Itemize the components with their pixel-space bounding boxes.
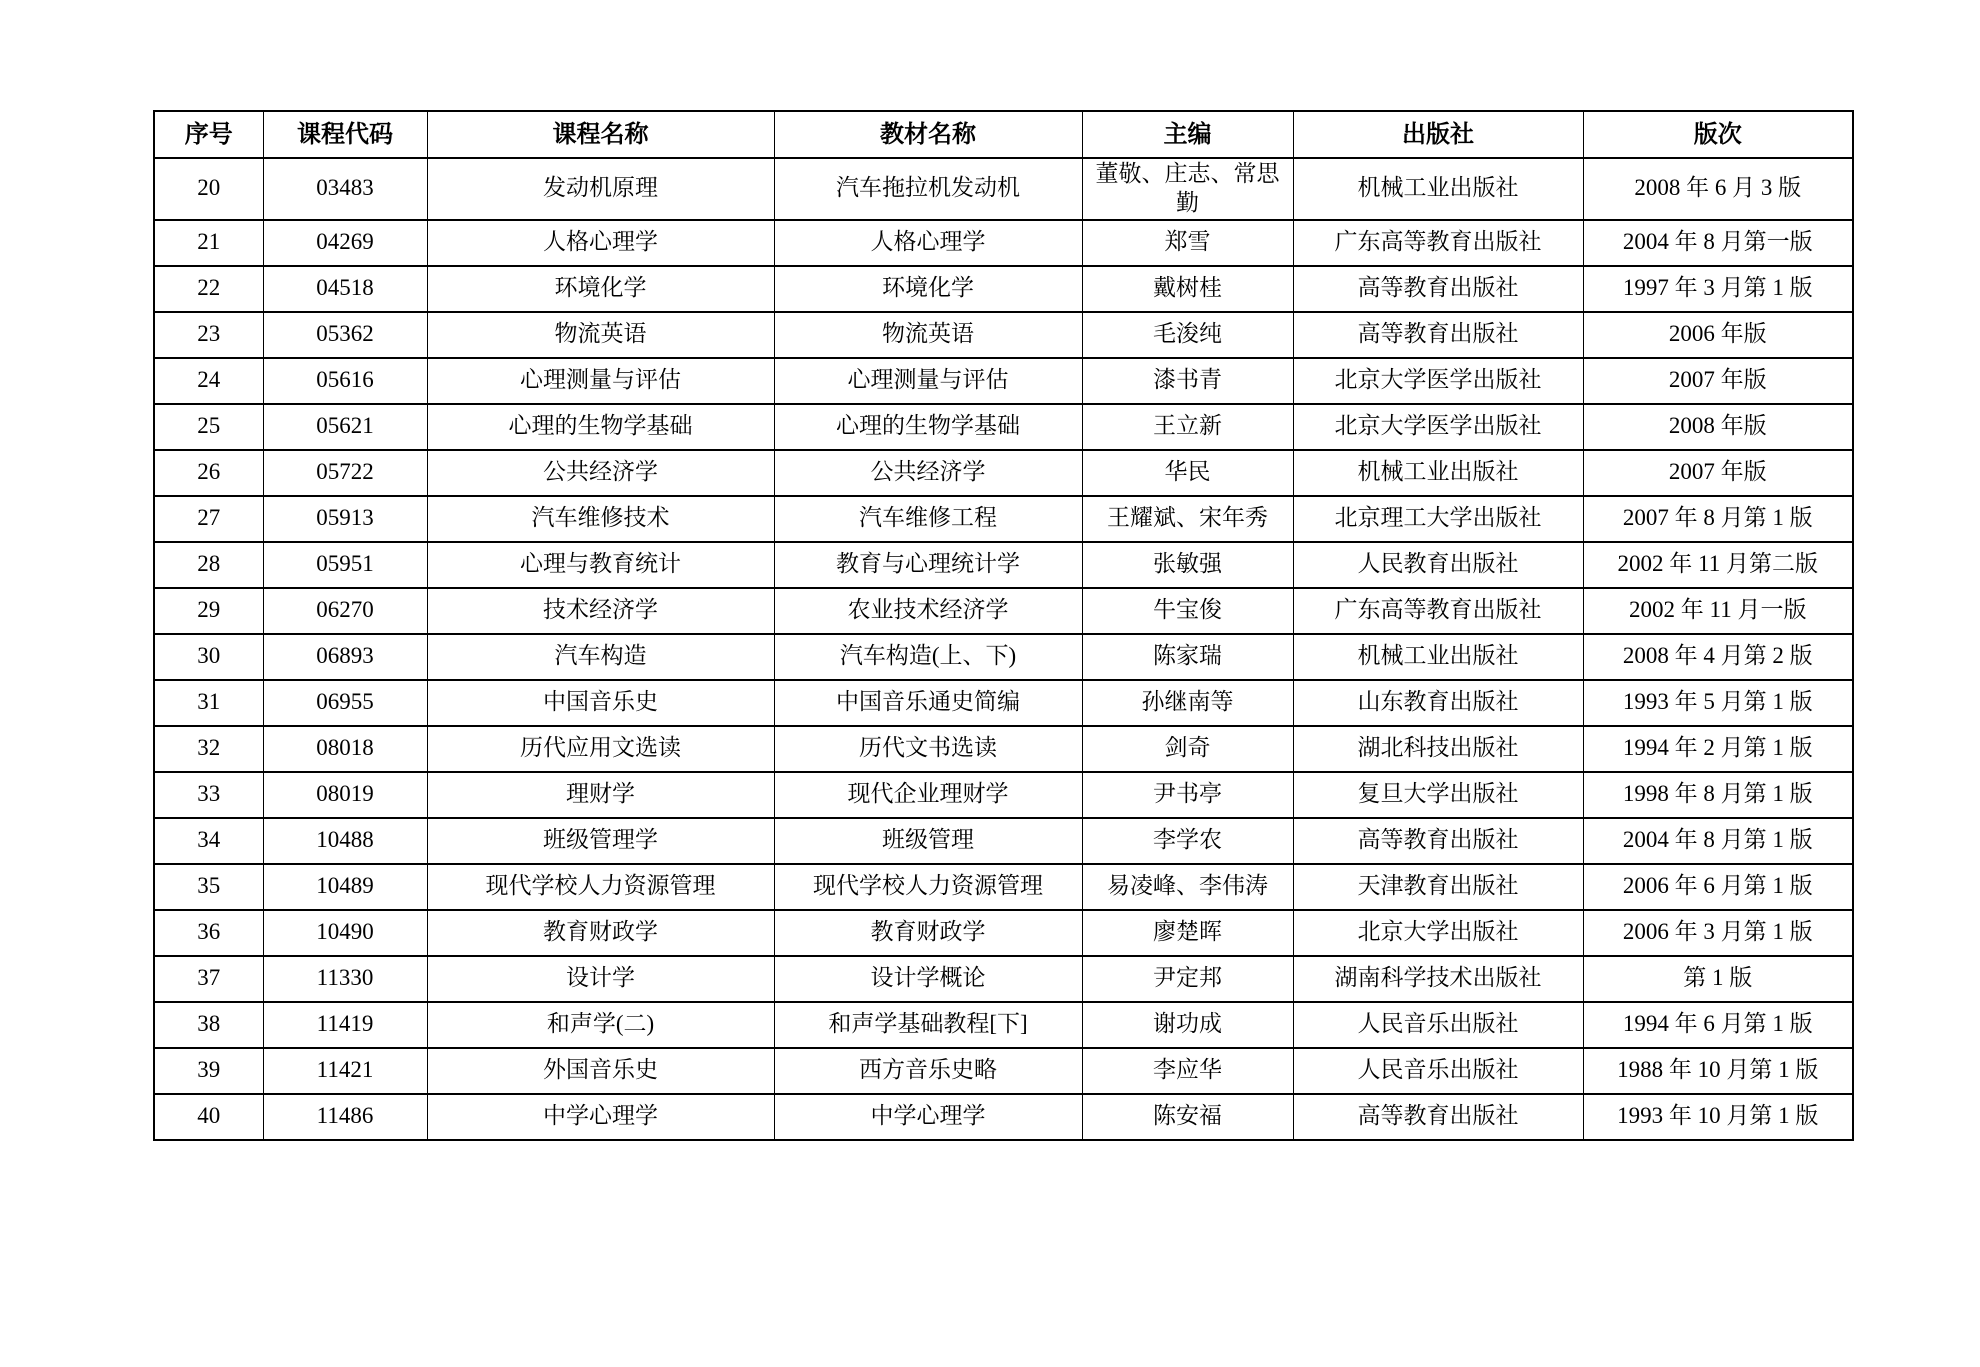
cell-edition: 2004 年 8 月第一版 bbox=[1583, 220, 1853, 266]
cell-index: 35 bbox=[154, 864, 263, 910]
cell-chief-editor: 孙继南等 bbox=[1082, 680, 1293, 726]
table-body bbox=[154, 158, 1853, 1140]
cell-course-name: 汽车构造 bbox=[427, 634, 774, 680]
cell-course-code: 03483 bbox=[263, 158, 427, 220]
cell-course-name: 物流英语 bbox=[427, 312, 774, 358]
cell-chief-editor: 牛宝俊 bbox=[1082, 588, 1293, 634]
cell-publisher: 北京大学医学出版社 bbox=[1293, 404, 1583, 450]
cell-textbook-name: 环境化学 bbox=[774, 266, 1082, 312]
cell-chief-editor: 郑雪 bbox=[1082, 220, 1293, 266]
cell-index: 39 bbox=[154, 1048, 263, 1094]
table-row bbox=[154, 158, 1853, 220]
cell-course-name: 历代应用文选读 bbox=[427, 726, 774, 772]
cell-course-code: 10489 bbox=[263, 864, 427, 910]
cell-index: 30 bbox=[154, 634, 263, 680]
cell-edition: 2006 年版 bbox=[1583, 312, 1853, 358]
cell-publisher: 高等教育出版社 bbox=[1293, 818, 1583, 864]
cell-index: 29 bbox=[154, 588, 263, 634]
cell-chief-editor: 陈家瑞 bbox=[1082, 634, 1293, 680]
cell-course-code: 08019 bbox=[263, 772, 427, 818]
cell-edition: 2006 年 3 月第 1 版 bbox=[1583, 910, 1853, 956]
cell-publisher: 复旦大学出版社 bbox=[1293, 772, 1583, 818]
cell-course-code: 05621 bbox=[263, 404, 427, 450]
cell-publisher: 人民教育出版社 bbox=[1293, 542, 1583, 588]
cell-index: 32 bbox=[154, 726, 263, 772]
cell-course-code: 06270 bbox=[263, 588, 427, 634]
cell-index: 31 bbox=[154, 680, 263, 726]
cell-textbook-name: 公共经济学 bbox=[774, 450, 1082, 496]
cell-index: 23 bbox=[154, 312, 263, 358]
column-header-edition: 版次 bbox=[1583, 111, 1853, 158]
cell-textbook-name: 班级管理 bbox=[774, 818, 1082, 864]
cell-textbook-name: 设计学概论 bbox=[774, 956, 1082, 1002]
cell-chief-editor: 王耀斌、宋年秀 bbox=[1082, 496, 1293, 542]
table-row bbox=[154, 1094, 1853, 1140]
cell-course-name: 和声学(二) bbox=[427, 1002, 774, 1048]
cell-course-code: 05913 bbox=[263, 496, 427, 542]
cell-edition: 2007 年 8 月第 1 版 bbox=[1583, 496, 1853, 542]
cell-course-name: 公共经济学 bbox=[427, 450, 774, 496]
cell-index: 36 bbox=[154, 910, 263, 956]
cell-edition: 1994 年 6 月第 1 版 bbox=[1583, 1002, 1853, 1048]
cell-textbook-name: 教育财政学 bbox=[774, 910, 1082, 956]
cell-edition: 2008 年 6 月 3 版 bbox=[1583, 158, 1853, 220]
cell-course-code: 10488 bbox=[263, 818, 427, 864]
cell-publisher: 湖南科学技术出版社 bbox=[1293, 956, 1583, 1002]
cell-course-name: 心理与教育统计 bbox=[427, 542, 774, 588]
cell-edition: 2002 年 11 月一版 bbox=[1583, 588, 1853, 634]
cell-edition: 1988 年 10 月第 1 版 bbox=[1583, 1048, 1853, 1094]
cell-publisher: 北京大学出版社 bbox=[1293, 910, 1583, 956]
table-row bbox=[154, 634, 1853, 680]
cell-course-name: 心理的生物学基础 bbox=[427, 404, 774, 450]
cell-publisher: 人民音乐出版社 bbox=[1293, 1048, 1583, 1094]
cell-course-name: 设计学 bbox=[427, 956, 774, 1002]
cell-publisher: 人民音乐出版社 bbox=[1293, 1002, 1583, 1048]
cell-publisher: 天津教育出版社 bbox=[1293, 864, 1583, 910]
table-row bbox=[154, 680, 1853, 726]
cell-chief-editor: 剑奇 bbox=[1082, 726, 1293, 772]
cell-publisher: 高等教育出版社 bbox=[1293, 312, 1583, 358]
column-header-index: 序号 bbox=[154, 111, 263, 158]
cell-textbook-name: 西方音乐史略 bbox=[774, 1048, 1082, 1094]
cell-chief-editor: 董敬、庄志、常思勤 bbox=[1082, 158, 1293, 220]
cell-textbook-name: 汽车拖拉机发动机 bbox=[774, 158, 1082, 220]
cell-textbook-name: 教育与心理统计学 bbox=[774, 542, 1082, 588]
table-row bbox=[154, 956, 1853, 1002]
cell-chief-editor: 尹定邦 bbox=[1082, 956, 1293, 1002]
cell-course-name: 中国音乐史 bbox=[427, 680, 774, 726]
cell-edition: 1994 年 2 月第 1 版 bbox=[1583, 726, 1853, 772]
cell-textbook-name: 心理的生物学基础 bbox=[774, 404, 1082, 450]
cell-course-code: 10490 bbox=[263, 910, 427, 956]
cell-course-code: 11486 bbox=[263, 1094, 427, 1140]
table-row bbox=[154, 726, 1853, 772]
cell-chief-editor: 李学农 bbox=[1082, 818, 1293, 864]
cell-edition: 1998 年 8 月第 1 版 bbox=[1583, 772, 1853, 818]
cell-textbook-name: 心理测量与评估 bbox=[774, 358, 1082, 404]
cell-course-name: 人格心理学 bbox=[427, 220, 774, 266]
table-row bbox=[154, 266, 1853, 312]
cell-publisher: 机械工业出版社 bbox=[1293, 450, 1583, 496]
course-textbook-table bbox=[153, 110, 1854, 1141]
cell-publisher: 广东高等教育出版社 bbox=[1293, 588, 1583, 634]
table-row bbox=[154, 1048, 1853, 1094]
cell-textbook-name: 中学心理学 bbox=[774, 1094, 1082, 1140]
cell-textbook-name: 现代企业理财学 bbox=[774, 772, 1082, 818]
table-row bbox=[154, 404, 1853, 450]
cell-course-name: 环境化学 bbox=[427, 266, 774, 312]
cell-course-name: 技术经济学 bbox=[427, 588, 774, 634]
cell-chief-editor: 谢功成 bbox=[1082, 1002, 1293, 1048]
table-row bbox=[154, 588, 1853, 634]
cell-course-name: 心理测量与评估 bbox=[427, 358, 774, 404]
cell-course-name: 理财学 bbox=[427, 772, 774, 818]
cell-course-code: 06893 bbox=[263, 634, 427, 680]
cell-textbook-name: 农业技术经济学 bbox=[774, 588, 1082, 634]
cell-index: 24 bbox=[154, 358, 263, 404]
table-header-row bbox=[154, 111, 1853, 158]
cell-publisher: 北京大学医学出版社 bbox=[1293, 358, 1583, 404]
cell-publisher: 山东教育出版社 bbox=[1293, 680, 1583, 726]
cell-index: 25 bbox=[154, 404, 263, 450]
cell-course-name: 教育财政学 bbox=[427, 910, 774, 956]
cell-publisher: 广东高等教育出版社 bbox=[1293, 220, 1583, 266]
cell-edition: 2007 年版 bbox=[1583, 358, 1853, 404]
cell-course-code: 08018 bbox=[263, 726, 427, 772]
cell-edition: 2008 年版 bbox=[1583, 404, 1853, 450]
cell-edition: 2008 年 4 月第 2 版 bbox=[1583, 634, 1853, 680]
cell-publisher: 机械工业出版社 bbox=[1293, 158, 1583, 220]
cell-textbook-name: 历代文书选读 bbox=[774, 726, 1082, 772]
cell-publisher: 高等教育出版社 bbox=[1293, 266, 1583, 312]
cell-index: 34 bbox=[154, 818, 263, 864]
cell-index: 20 bbox=[154, 158, 263, 220]
table-row bbox=[154, 772, 1853, 818]
cell-chief-editor: 漆书青 bbox=[1082, 358, 1293, 404]
cell-textbook-name: 物流英语 bbox=[774, 312, 1082, 358]
cell-edition: 1993 年 5 月第 1 版 bbox=[1583, 680, 1853, 726]
cell-course-code: 05362 bbox=[263, 312, 427, 358]
cell-edition: 2006 年 6 月第 1 版 bbox=[1583, 864, 1853, 910]
cell-course-code: 11419 bbox=[263, 1002, 427, 1048]
cell-edition: 1997 年 3 月第 1 版 bbox=[1583, 266, 1853, 312]
cell-edition: 2007 年版 bbox=[1583, 450, 1853, 496]
cell-course-name: 外国音乐史 bbox=[427, 1048, 774, 1094]
cell-chief-editor: 张敏强 bbox=[1082, 542, 1293, 588]
column-header-textbook-name: 教材名称 bbox=[774, 111, 1082, 158]
table-row bbox=[154, 1002, 1853, 1048]
table-row bbox=[154, 910, 1853, 956]
cell-course-code: 11421 bbox=[263, 1048, 427, 1094]
cell-edition: 第 1 版 bbox=[1583, 956, 1853, 1002]
cell-chief-editor: 易凌峰、李伟涛 bbox=[1082, 864, 1293, 910]
cell-chief-editor: 王立新 bbox=[1082, 404, 1293, 450]
cell-textbook-name: 中国音乐通史简编 bbox=[774, 680, 1082, 726]
table-row bbox=[154, 450, 1853, 496]
cell-index: 21 bbox=[154, 220, 263, 266]
table-row bbox=[154, 496, 1853, 542]
cell-course-code: 05722 bbox=[263, 450, 427, 496]
table-row bbox=[154, 220, 1853, 266]
cell-textbook-name: 现代学校人力资源管理 bbox=[774, 864, 1082, 910]
cell-course-code: 11330 bbox=[263, 956, 427, 1002]
column-header-course-code: 课程代码 bbox=[263, 111, 427, 158]
cell-course-code: 04518 bbox=[263, 266, 427, 312]
table-row bbox=[154, 864, 1853, 910]
cell-textbook-name: 汽车维修工程 bbox=[774, 496, 1082, 542]
cell-course-code: 05951 bbox=[263, 542, 427, 588]
table-row bbox=[154, 542, 1853, 588]
cell-index: 27 bbox=[154, 496, 263, 542]
cell-index: 38 bbox=[154, 1002, 263, 1048]
cell-course-code: 04269 bbox=[263, 220, 427, 266]
cell-chief-editor: 戴树桂 bbox=[1082, 266, 1293, 312]
cell-publisher: 机械工业出版社 bbox=[1293, 634, 1583, 680]
cell-index: 40 bbox=[154, 1094, 263, 1140]
cell-chief-editor: 毛浚纯 bbox=[1082, 312, 1293, 358]
cell-textbook-name: 和声学基础教程[下] bbox=[774, 1002, 1082, 1048]
cell-textbook-name: 汽车构造(上、下) bbox=[774, 634, 1082, 680]
cell-course-name: 汽车维修技术 bbox=[427, 496, 774, 542]
cell-textbook-name: 人格心理学 bbox=[774, 220, 1082, 266]
cell-course-code: 06955 bbox=[263, 680, 427, 726]
table-row bbox=[154, 312, 1853, 358]
cell-index: 33 bbox=[154, 772, 263, 818]
column-header-publisher: 出版社 bbox=[1293, 111, 1583, 158]
column-header-course-name: 课程名称 bbox=[427, 111, 774, 158]
cell-index: 22 bbox=[154, 266, 263, 312]
cell-index: 28 bbox=[154, 542, 263, 588]
cell-publisher: 高等教育出版社 bbox=[1293, 1094, 1583, 1140]
cell-course-name: 班级管理学 bbox=[427, 818, 774, 864]
cell-course-code: 05616 bbox=[263, 358, 427, 404]
cell-chief-editor: 廖楚晖 bbox=[1082, 910, 1293, 956]
cell-course-name: 发动机原理 bbox=[427, 158, 774, 220]
cell-chief-editor: 尹书亭 bbox=[1082, 772, 1293, 818]
cell-course-name: 中学心理学 bbox=[427, 1094, 774, 1140]
cell-chief-editor: 华民 bbox=[1082, 450, 1293, 496]
cell-index: 37 bbox=[154, 956, 263, 1002]
cell-publisher: 湖北科技出版社 bbox=[1293, 726, 1583, 772]
column-header-chief-editor: 主编 bbox=[1082, 111, 1293, 158]
table-row bbox=[154, 358, 1853, 404]
cell-course-name: 现代学校人力资源管理 bbox=[427, 864, 774, 910]
cell-chief-editor: 李应华 bbox=[1082, 1048, 1293, 1094]
cell-index: 26 bbox=[154, 450, 263, 496]
cell-edition: 2002 年 11 月第二版 bbox=[1583, 542, 1853, 588]
cell-edition: 1993 年 10 月第 1 版 bbox=[1583, 1094, 1853, 1140]
table-row bbox=[154, 818, 1853, 864]
cell-publisher: 北京理工大学出版社 bbox=[1293, 496, 1583, 542]
cell-edition: 2004 年 8 月第 1 版 bbox=[1583, 818, 1853, 864]
cell-chief-editor: 陈安福 bbox=[1082, 1094, 1293, 1140]
